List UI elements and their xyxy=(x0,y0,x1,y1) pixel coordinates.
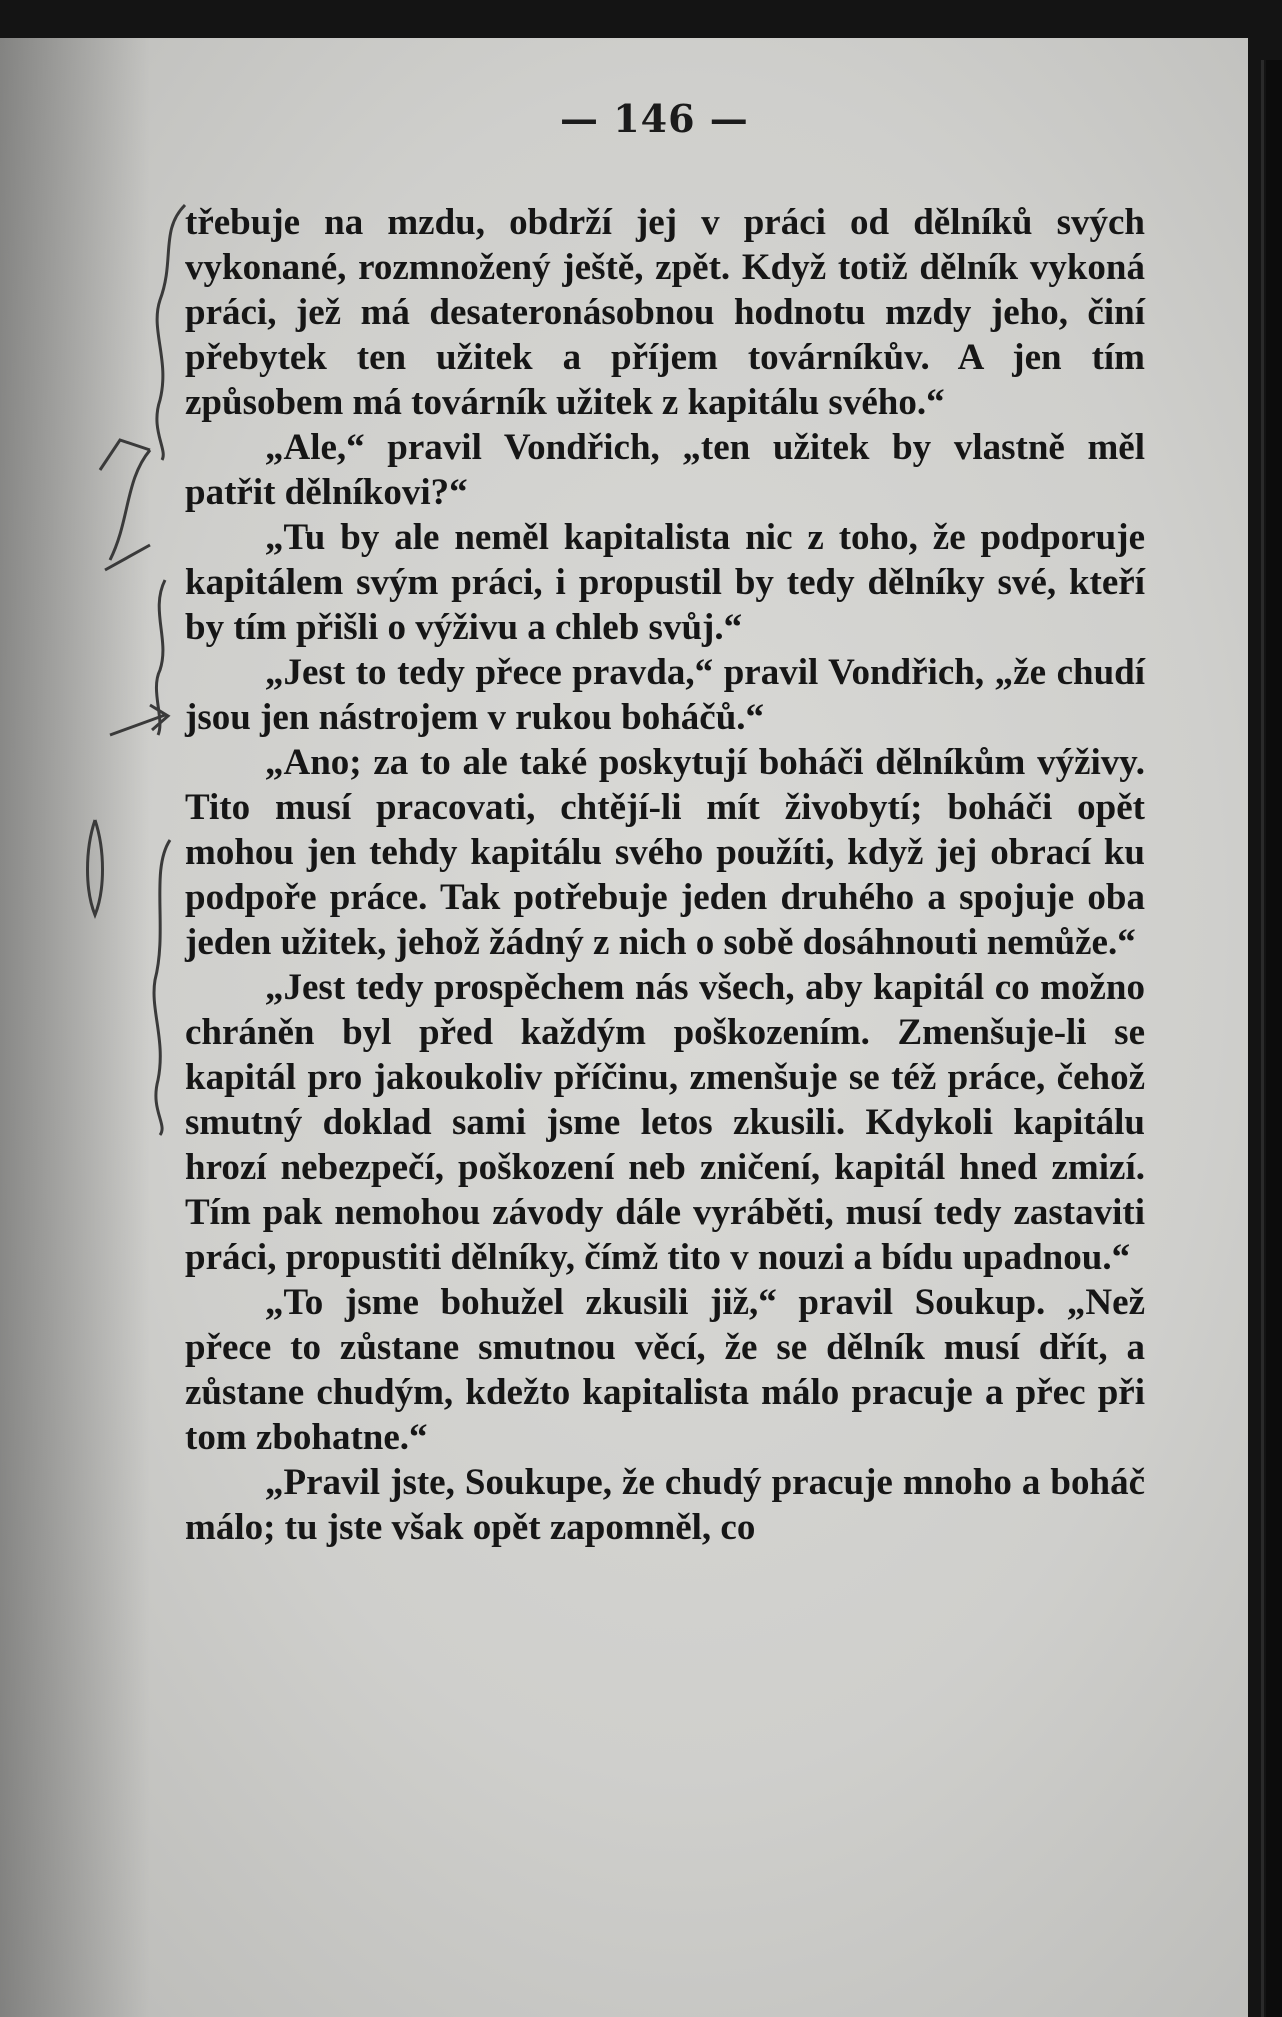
page-edge-shadow xyxy=(1261,60,1264,2017)
paragraph: „Ale,“ pravil Vondřich, „ten užitek by vlastně měl patřit dělníkovi?“ xyxy=(185,427,1145,513)
paragraph: „Pravil jste, Soukupe, že chudý pracuje mnoho a boháč málo; tu jste však opět zapomněl, co xyxy=(185,1462,1145,1548)
body-text xyxy=(185,200,1145,1550)
paragraph: „Tu by ale neměl kapitalista nic z toho, že podporuje kapitálem svým práci, i propustil by tedy dělníky své, kteří by tím přišli o výživu a chleb svůj.“ xyxy=(185,517,1145,648)
paragraph: třebuje na mzdu, obdrží jej v práci od dělníků svých vykonané, rozmnožený ještě, zpět. Když totiž dělník vykoná práci, jež má desateronásobnou hodnotu mzdy jeho, činí přebytek ten užitek a příjem továrníkův. A jen tím způsobem má továrník užitek z kapitálu svého.“ xyxy=(185,202,1145,423)
paragraph: „Jest tedy prospěchem nás všech, aby kapitál co možno chráněn byl před každým poškozením. Zmenšuje-li se kapitál pro jakoukoliv příčinu, zmenšuje se též práce, čehož smutný doklad sami jsme letos zkusili. Kdykoli kapitálu hrozí nebezpečí, poškození neb zničení, kapitál hned zmizí. Tím pak nemohou závody dále vyráběti, musí tedy zastaviti práci, propustiti dělníky, čímž tito v nouzi a bídu upadnou.“ xyxy=(185,967,1145,1278)
book-spine xyxy=(1266,60,1282,2017)
paragraph: „Ano; za to ale také poskytují boháči dělníkům výživy. Tito musí pracovati, chtějí-li mít živobytí; boháči opět mohou jen tehdy kapitálu svého použíti, když jej obrací ku podpoře práce. Tak potřebuje jeden druhého a spojuje oba jeden užitek, jehož žádný z nich o sobě dosáhnouti nemůže.“ xyxy=(185,742,1145,963)
paragraph: „To jsme bohužel zkusili již,“ pravil Soukup. „Než přece to zůstane smutnou věcí, že se dělník musí dřít, a zůstane chudým, kdežto kapitalista málo pracuje a přec při tom zbohatne.“ xyxy=(185,1282,1145,1458)
paragraph: „Jest to tedy přece pravda,“ pravil Vondřich, „že chudí jsou jen nástrojem v rukou boháčů.“ xyxy=(185,652,1145,738)
page-number: — 146 — xyxy=(560,96,749,141)
